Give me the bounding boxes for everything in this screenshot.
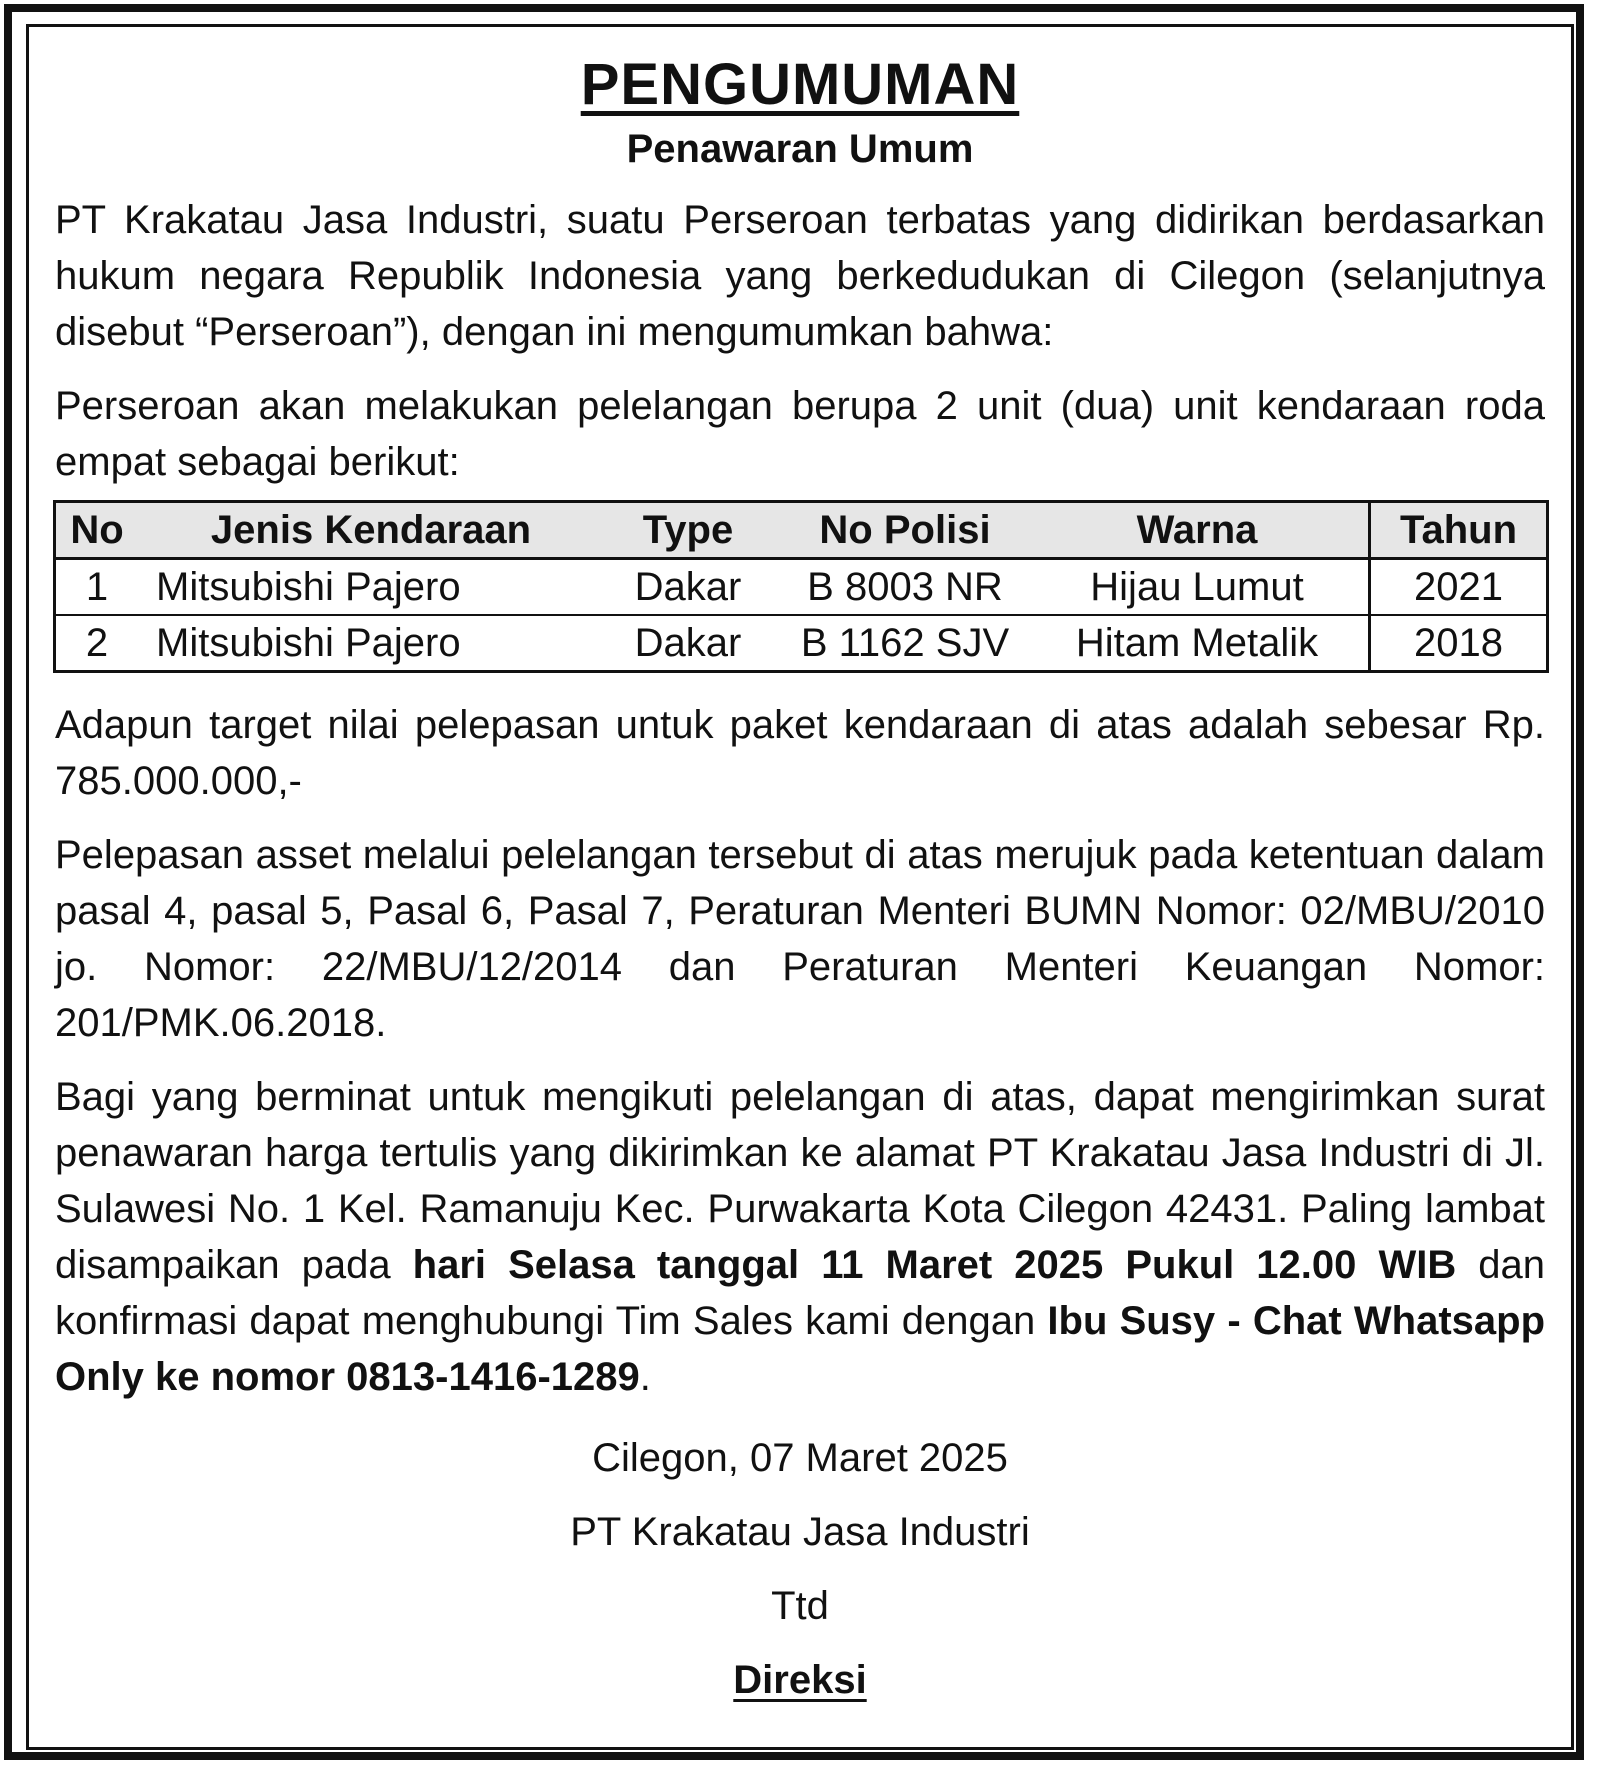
submission-text-1: Bagi yang berminat untuk mengikuti pelelangan di atas, dapat mengirimkan surat penawaran harga tertulis yang dikirimkan ke alamat PT Krakatau Jasa Industri di Jl. Sulawesi No. 1 Kel. Ramanuju Kec. Purwakarta Kota Cilegon 42431. Paling lambat disampaikan pada (55, 1075, 1545, 1287)
vehicle-table-header (55, 502, 1548, 559)
intro-paragraph: PT Krakatau Jasa Industri, suatu Perseroan terbatas yang didirikan berdasarkan hukum negara Republik Indonesia yang berkedudukan di Cilegon (selanjutnya disebut “Perseroan”), dengan ini mengumumkan bahwa: (55, 198, 1545, 354)
cell-type: Dakar (634, 564, 742, 609)
header-no: No (55, 502, 139, 559)
deadline-text: hari Selasa tanggal 11 Maret 2025 Pukul 12.00 WIB (412, 1243, 1457, 1287)
cell-no: 2 (55, 615, 139, 672)
place-date: Cilegon, 07 Maret 2025 (592, 1436, 1008, 1480)
signatory-text: Direksi (733, 1658, 867, 1702)
vehicle-table (53, 500, 1549, 673)
header-warna: Warna (1026, 502, 1370, 559)
submission-text-2: dan konfirmasi dapat menghubungi Tim Sales kami dengan (55, 1243, 1545, 1343)
ttd-label: Ttd (771, 1584, 829, 1628)
cell-tahun: 2021 (1370, 559, 1548, 616)
header-type: Type (592, 502, 784, 559)
cell-no: 1 (55, 559, 139, 616)
announcement-title-text: PENGUMUMAN (580, 52, 1020, 117)
table-row (55, 615, 1548, 672)
header-tahun: Tahun (1370, 502, 1548, 559)
announcement-subtitle: Penawaran Umum (626, 127, 974, 171)
cell-jenis: Mitsubishi Pajero (156, 564, 461, 609)
contact-text: Ibu Susy - Chat Whatsapp Only ke nomor 0813-1416-1289 (55, 1299, 1546, 1399)
auction-intro-paragraph: Perseroan akan melakukan pelelangan berupa 2 unit (dua) unit kendaraan roda empat sebagai berikut: (55, 384, 1545, 484)
announcement-body (55, 50, 1545, 1705)
company-name: PT Krakatau Jasa Industri (570, 1510, 1030, 1554)
signatory (55, 1655, 1545, 1705)
header-polisi: No Polisi (784, 502, 1026, 559)
cell-warna: Hitam Metalik (1026, 615, 1370, 672)
header-jenis: Jenis Kendaraan (138, 502, 592, 559)
announcement-title (55, 50, 1545, 120)
cell-polisi: B 1162 SJV (784, 615, 1026, 672)
cell-polisi: B 8003 NR (807, 564, 1003, 609)
target-paragraph: Adapun target nilai pelepasan untuk paket kendaraan di atas adalah sebesar Rp. 785.000.000,- (55, 703, 1545, 803)
submission-paragraph (55, 1069, 1545, 1405)
cell-tahun: 2018 (1370, 615, 1548, 672)
regulation-paragraph: Pelepasan asset melalui pelelangan tersebut di atas merujuk pada ketentuan dalam pasal 4, pasal 5, Pasal 6, Pasal 7, Peraturan Menteri BUMN Nomor: 02/MBU/2010 jo. Nomor: 22/MBU/12/2014 dan Peraturan Menteri Keuangan Nomor: 201/PMK.06.2018. (55, 833, 1545, 1045)
cell-type: Dakar (592, 615, 784, 672)
cell-jenis: Mitsubishi Pajero (138, 615, 592, 672)
table-row (55, 559, 1548, 616)
cell-warna: Hijau Lumut (1026, 559, 1370, 616)
submission-text-3: . (639, 1355, 651, 1399)
